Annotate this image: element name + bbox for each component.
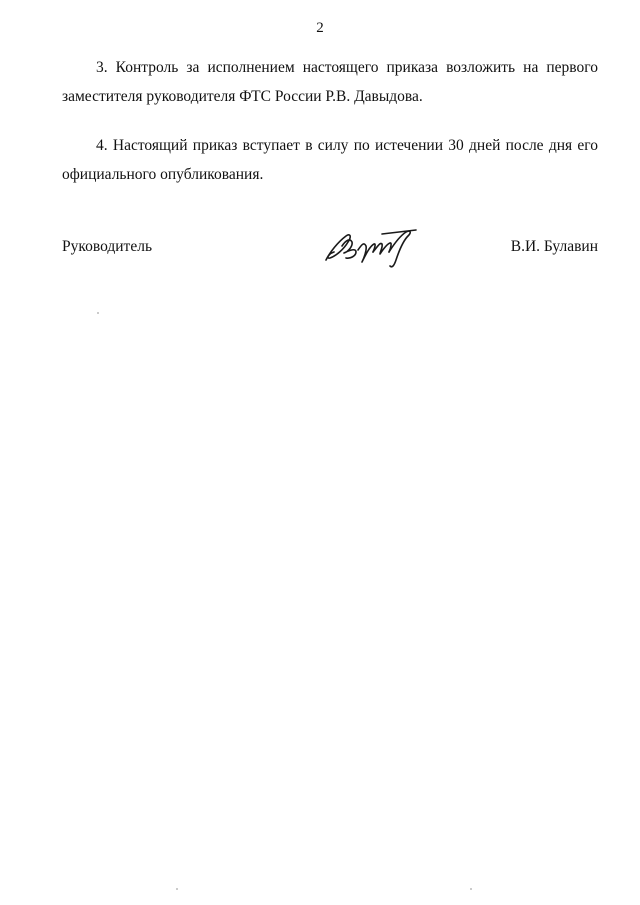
scan-speck [97, 312, 99, 314]
handwritten-signature [320, 222, 420, 270]
page-number: 2 [316, 20, 324, 36]
paragraph-3 [62, 53, 598, 111]
paragraph-4-line-2: официального опубликования. [62, 166, 264, 183]
signatory-name: В.И. Булавин [510, 238, 598, 255]
scan-speck [176, 888, 178, 890]
paragraph-4 [62, 131, 598, 189]
signatory-role: Руководитель [62, 238, 153, 255]
scan-speck [470, 888, 472, 890]
paragraph-3-line-2: заместителя руководителя ФТС России Р.В. Давыдова. [62, 88, 423, 105]
paragraph-3-line-1: 3. Контроль за исполнением настоящего приказа возложить на первого [96, 59, 598, 76]
paragraph-4-line-1: 4. Настоящий приказ вступает в силу по истечении 30 дней после дня его [96, 137, 598, 154]
